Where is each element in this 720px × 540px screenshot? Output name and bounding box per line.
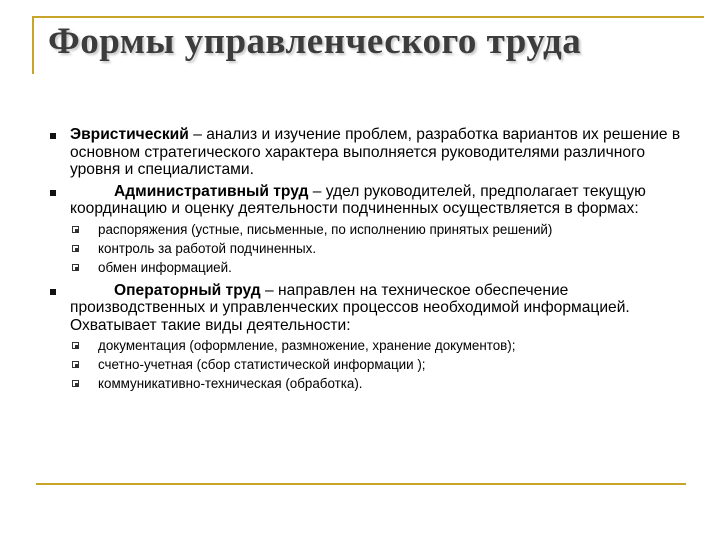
item-text: – направлен на техническое обеспечение производственных и управленческих процессов необходимой информацией. Охватывает такие виды деятельности: [70, 281, 630, 334]
sub-list-item: коммуникативно-техническая (обработка). [72, 376, 690, 392]
square-bullet-icon [50, 133, 56, 139]
sub-list-item: контроль за работой подчиненных. [72, 241, 690, 257]
checkbox-bullet-icon [72, 361, 79, 368]
checkbox-bullet-icon [72, 226, 79, 233]
top-rule [32, 16, 704, 18]
checkbox-bullet-icon [72, 245, 79, 252]
sub-list-item: счетно-учетная (сбор статистической информации ); [72, 357, 690, 373]
sub-list-operator [50, 338, 690, 392]
slide-title: Формы управленческого труда [48, 21, 582, 62]
item-term: Административный труд [114, 182, 309, 200]
sub-list-administrative [50, 222, 690, 276]
sub-list-item: обмен информацией. [72, 260, 690, 276]
bullet-item-administrative [50, 183, 690, 218]
bottom-rule [36, 483, 686, 485]
left-vertical-rule [32, 16, 34, 74]
checkbox-bullet-icon [72, 380, 79, 387]
slide-content [50, 126, 690, 398]
item-text: – удел руководителей, предполагает текущую координацию и оценку деятельности подчиненных осуществляется в формах: [70, 182, 646, 217]
checkbox-bullet-icon [72, 342, 79, 349]
item-term: Операторный труд [114, 281, 261, 299]
item-text: – анализ и изучение проблем, разработка вариантов их решение в основном стратегического характера выполняется руководителями различного уровня и специалистами. [70, 126, 681, 178]
bullet-item-heuristic [50, 126, 690, 179]
sub-list-item: документация (оформление, размножение, хранение документов); [72, 338, 690, 354]
bullet-item-operator [50, 282, 690, 335]
checkbox-bullet-icon [72, 264, 79, 271]
item-term: Эвристический [70, 126, 189, 143]
square-bullet-icon [50, 190, 56, 196]
square-bullet-icon [50, 289, 56, 295]
sub-list-item: распоряжения (устные, письменные, по исполнению принятых решений) [72, 222, 690, 238]
